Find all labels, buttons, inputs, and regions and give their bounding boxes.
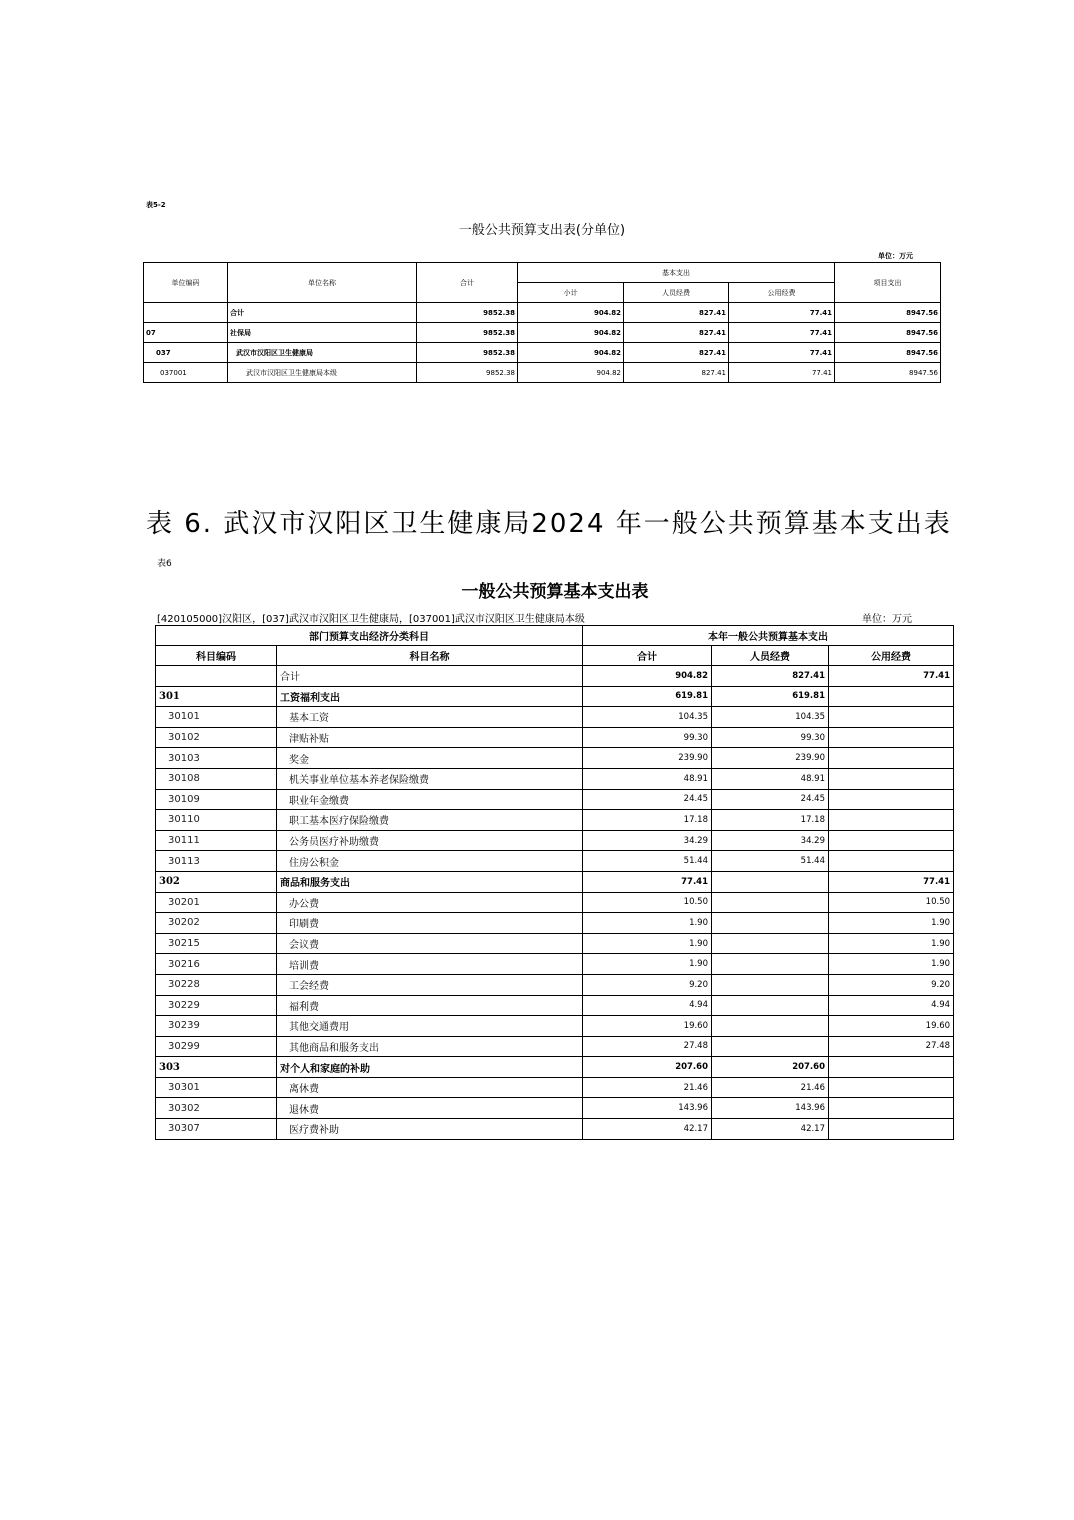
cell-code bbox=[144, 303, 228, 323]
cell-total: 99.30 bbox=[583, 727, 712, 748]
cell-code: 30202 bbox=[156, 913, 277, 934]
cell-total: 48.91 bbox=[583, 768, 712, 789]
cell-personnel bbox=[712, 871, 829, 892]
table-row bbox=[156, 913, 954, 934]
cell-total: 143.96 bbox=[583, 1098, 712, 1119]
cell-total: 207.60 bbox=[583, 1057, 712, 1078]
table-row bbox=[156, 1119, 954, 1140]
cell-public: 77.41 bbox=[829, 666, 954, 687]
table-row bbox=[156, 727, 954, 748]
cell-code: 07 bbox=[144, 323, 228, 343]
cell-public: 77.41 bbox=[729, 363, 835, 383]
cell-name: 社保局 bbox=[228, 323, 417, 343]
cell-code: 30239 bbox=[156, 1016, 277, 1037]
cell-total: 10.50 bbox=[583, 892, 712, 913]
cell-code: 30302 bbox=[156, 1098, 277, 1119]
cell-public: 77.41 bbox=[729, 343, 835, 363]
cell-personnel: 42.17 bbox=[712, 1119, 829, 1140]
cell-name: 退休费 bbox=[277, 1098, 583, 1119]
cell-name: 印刷费 bbox=[277, 913, 583, 934]
cell-personnel: 207.60 bbox=[712, 1057, 829, 1078]
cell-public bbox=[829, 768, 954, 789]
cell-total: 9852.38 bbox=[417, 363, 518, 383]
header-total: 合计 bbox=[417, 263, 518, 303]
cell-name: 合计 bbox=[277, 666, 583, 687]
cell-public: 1.90 bbox=[829, 913, 954, 934]
cell-total: 1.90 bbox=[583, 954, 712, 975]
cell-code: 30109 bbox=[156, 789, 277, 810]
table-row bbox=[156, 871, 954, 892]
cell-personnel: 827.41 bbox=[712, 666, 829, 687]
cell-personnel: 51.44 bbox=[712, 851, 829, 872]
header-subtotal: 小计 bbox=[518, 283, 624, 303]
header-group-left: 部门预算支出经济分类科目 bbox=[156, 626, 583, 646]
table-row bbox=[144, 303, 941, 323]
header-group-right: 本年一般公共预算基本支出 bbox=[583, 626, 954, 646]
cell-name: 津贴补贴 bbox=[277, 727, 583, 748]
table-row bbox=[156, 954, 954, 975]
cell-public bbox=[829, 810, 954, 831]
cell-personnel: 619.81 bbox=[712, 686, 829, 707]
cell-total: 904.82 bbox=[583, 666, 712, 687]
cell-code: 302 bbox=[156, 871, 277, 892]
cell-personnel bbox=[712, 974, 829, 995]
cell-total: 9852.38 bbox=[417, 323, 518, 343]
cell-name: 奖金 bbox=[277, 748, 583, 769]
cell-total: 77.41 bbox=[583, 871, 712, 892]
table-row bbox=[156, 666, 954, 687]
cell-subtotal: 904.82 bbox=[518, 303, 624, 323]
cell-name: 办公费 bbox=[277, 892, 583, 913]
cell-name: 机关事业单位基本养老保险缴费 bbox=[277, 768, 583, 789]
cell-code: 30216 bbox=[156, 954, 277, 975]
cell-personnel bbox=[712, 892, 829, 913]
cell-public bbox=[829, 1057, 954, 1078]
table-row bbox=[156, 830, 954, 851]
cell-name: 工资福利支出 bbox=[277, 686, 583, 707]
cell-personnel: 17.18 bbox=[712, 810, 829, 831]
cell-name: 武汉市汉阳区卫生健康局 bbox=[228, 343, 417, 363]
table-row bbox=[156, 1036, 954, 1057]
header-basic: 基本支出 bbox=[518, 263, 835, 283]
cell-public bbox=[829, 727, 954, 748]
table-row bbox=[156, 995, 954, 1016]
cell-code: 30111 bbox=[156, 830, 277, 851]
cell-total: 19.60 bbox=[583, 1016, 712, 1037]
table6-unit: 单位：万元 bbox=[862, 614, 912, 625]
cell-code: 037 bbox=[144, 343, 228, 363]
header-public: 公用经费 bbox=[829, 646, 954, 666]
cell-total: 239.90 bbox=[583, 748, 712, 769]
table-row bbox=[156, 686, 954, 707]
cell-project: 8947.56 bbox=[835, 323, 941, 343]
cell-personnel bbox=[712, 954, 829, 975]
table-row bbox=[144, 323, 941, 343]
cell-public bbox=[829, 830, 954, 851]
cell-total: 9852.38 bbox=[417, 303, 518, 323]
table-row bbox=[156, 707, 954, 728]
table-row bbox=[144, 343, 941, 363]
cell-public: 77.41 bbox=[729, 303, 835, 323]
cell-total: 27.48 bbox=[583, 1036, 712, 1057]
table6-group-header-row bbox=[156, 626, 954, 646]
cell-project: 8947.56 bbox=[835, 343, 941, 363]
table-row bbox=[156, 768, 954, 789]
cell-name: 职工基本医疗保险缴费 bbox=[277, 810, 583, 831]
cell-code: 301 bbox=[156, 686, 277, 707]
cell-name: 福利费 bbox=[277, 995, 583, 1016]
cell-personnel bbox=[712, 1036, 829, 1057]
cell-total: 104.35 bbox=[583, 707, 712, 728]
header-personnel: 人员经费 bbox=[624, 283, 729, 303]
cell-name: 对个人和家庭的补助 bbox=[277, 1057, 583, 1078]
cell-code: 037001 bbox=[144, 363, 228, 383]
cell-name: 离休费 bbox=[277, 1077, 583, 1098]
cell-total: 1.90 bbox=[583, 913, 712, 934]
cell-total: 17.18 bbox=[583, 810, 712, 831]
cell-project: 8947.56 bbox=[835, 303, 941, 323]
header-code: 单位编码 bbox=[144, 263, 228, 303]
cell-public: 77.41 bbox=[829, 871, 954, 892]
cell-name: 其他交通费用 bbox=[277, 1016, 583, 1037]
section-heading: 表 6. 武汉市汉阳区卫生健康局2024 年一般公共预算基本支出表 bbox=[146, 509, 952, 539]
cell-public: 27.48 bbox=[829, 1036, 954, 1057]
cell-personnel: 104.35 bbox=[712, 707, 829, 728]
table52-label: 表5-2 bbox=[146, 201, 166, 209]
table-row bbox=[156, 748, 954, 769]
cell-public bbox=[829, 1098, 954, 1119]
cell-total: 4.94 bbox=[583, 995, 712, 1016]
cell-subtotal: 904.82 bbox=[518, 343, 624, 363]
cell-public bbox=[829, 789, 954, 810]
cell-name: 武汉市汉阳区卫生健康局本级 bbox=[228, 363, 417, 383]
cell-personnel: 827.41 bbox=[624, 343, 729, 363]
cell-name: 培训费 bbox=[277, 954, 583, 975]
table52-unit: 单位：万元 bbox=[878, 252, 913, 260]
cell-public bbox=[829, 1077, 954, 1098]
cell-name: 合计 bbox=[228, 303, 417, 323]
table6-scope: [420105000]汉阳区，[037]武汉市汉阳区卫生健康局，[037001]武汉市汉阳区卫生健康局本级 bbox=[157, 614, 585, 625]
cell-code: 30307 bbox=[156, 1119, 277, 1140]
cell-code bbox=[156, 666, 277, 687]
cell-total: 9.20 bbox=[583, 974, 712, 995]
cell-subtotal: 904.82 bbox=[518, 323, 624, 343]
header-public: 公用经费 bbox=[729, 283, 835, 303]
table-row bbox=[156, 810, 954, 831]
cell-personnel: 239.90 bbox=[712, 748, 829, 769]
cell-name: 职业年金缴费 bbox=[277, 789, 583, 810]
cell-code: 30101 bbox=[156, 707, 277, 728]
cell-total: 42.17 bbox=[583, 1119, 712, 1140]
cell-name: 医疗费补助 bbox=[277, 1119, 583, 1140]
cell-code: 30228 bbox=[156, 974, 277, 995]
cell-code: 30301 bbox=[156, 1077, 277, 1098]
table6-header-row bbox=[156, 646, 954, 666]
cell-public: 9.20 bbox=[829, 974, 954, 995]
cell-name: 其他商品和服务支出 bbox=[277, 1036, 583, 1057]
cell-code: 30201 bbox=[156, 892, 277, 913]
cell-total: 619.81 bbox=[583, 686, 712, 707]
cell-public: 4.94 bbox=[829, 995, 954, 1016]
cell-personnel: 827.41 bbox=[624, 363, 729, 383]
cell-code: 30108 bbox=[156, 768, 277, 789]
cell-total: 9852.38 bbox=[417, 343, 518, 363]
cell-code: 30229 bbox=[156, 995, 277, 1016]
cell-name: 会议费 bbox=[277, 933, 583, 954]
cell-code: 30110 bbox=[156, 810, 277, 831]
cell-personnel: 99.30 bbox=[712, 727, 829, 748]
table-row bbox=[156, 933, 954, 954]
cell-code: 30113 bbox=[156, 851, 277, 872]
table-row bbox=[156, 974, 954, 995]
cell-public bbox=[829, 1119, 954, 1140]
cell-subtotal: 904.82 bbox=[518, 363, 624, 383]
header-total: 合计 bbox=[583, 646, 712, 666]
table-row bbox=[156, 1098, 954, 1119]
cell-code: 30103 bbox=[156, 748, 277, 769]
cell-personnel: 24.45 bbox=[712, 789, 829, 810]
cell-personnel bbox=[712, 995, 829, 1016]
cell-personnel: 143.96 bbox=[712, 1098, 829, 1119]
cell-public bbox=[829, 748, 954, 769]
cell-personnel bbox=[712, 933, 829, 954]
cell-personnel: 827.41 bbox=[624, 303, 729, 323]
cell-name: 商品和服务支出 bbox=[277, 871, 583, 892]
header-project: 项目支出 bbox=[835, 263, 941, 303]
table52-title: 一般公共预算支出表(分单位) bbox=[458, 223, 626, 238]
cell-total: 34.29 bbox=[583, 830, 712, 851]
table-row bbox=[144, 363, 941, 383]
table6 bbox=[155, 625, 954, 1140]
cell-public: 1.90 bbox=[829, 954, 954, 975]
header-name: 单位名称 bbox=[228, 263, 417, 303]
table52-header-row bbox=[144, 263, 941, 283]
table-row bbox=[156, 1016, 954, 1037]
cell-public: 19.60 bbox=[829, 1016, 954, 1037]
cell-total: 51.44 bbox=[583, 851, 712, 872]
table52 bbox=[143, 262, 941, 383]
cell-public: 77.41 bbox=[729, 323, 835, 343]
cell-total: 21.46 bbox=[583, 1077, 712, 1098]
table-row bbox=[156, 1057, 954, 1078]
cell-code: 30215 bbox=[156, 933, 277, 954]
cell-public bbox=[829, 707, 954, 728]
cell-personnel: 34.29 bbox=[712, 830, 829, 851]
cell-name: 基本工资 bbox=[277, 707, 583, 728]
table6-title: 一般公共预算基本支出表 bbox=[461, 582, 649, 602]
cell-total: 24.45 bbox=[583, 789, 712, 810]
table-row bbox=[156, 851, 954, 872]
cell-public: 10.50 bbox=[829, 892, 954, 913]
cell-project: 8947.56 bbox=[835, 363, 941, 383]
cell-code: 303 bbox=[156, 1057, 277, 1078]
table-row bbox=[156, 789, 954, 810]
cell-name: 住房公积金 bbox=[277, 851, 583, 872]
table6-label: 表6 bbox=[157, 559, 172, 569]
cell-total: 1.90 bbox=[583, 933, 712, 954]
table-row bbox=[156, 892, 954, 913]
cell-public bbox=[829, 686, 954, 707]
cell-code: 30299 bbox=[156, 1036, 277, 1057]
cell-public: 1.90 bbox=[829, 933, 954, 954]
cell-personnel bbox=[712, 913, 829, 934]
cell-name: 工会经费 bbox=[277, 974, 583, 995]
cell-personnel: 48.91 bbox=[712, 768, 829, 789]
header-code: 科目编码 bbox=[156, 646, 277, 666]
cell-personnel bbox=[712, 1016, 829, 1037]
cell-personnel: 21.46 bbox=[712, 1077, 829, 1098]
cell-code: 30102 bbox=[156, 727, 277, 748]
cell-name: 公务员医疗补助缴费 bbox=[277, 830, 583, 851]
header-personnel: 人员经费 bbox=[712, 646, 829, 666]
header-name: 科目名称 bbox=[277, 646, 583, 666]
cell-personnel: 827.41 bbox=[624, 323, 729, 343]
cell-public bbox=[829, 851, 954, 872]
table-row bbox=[156, 1077, 954, 1098]
